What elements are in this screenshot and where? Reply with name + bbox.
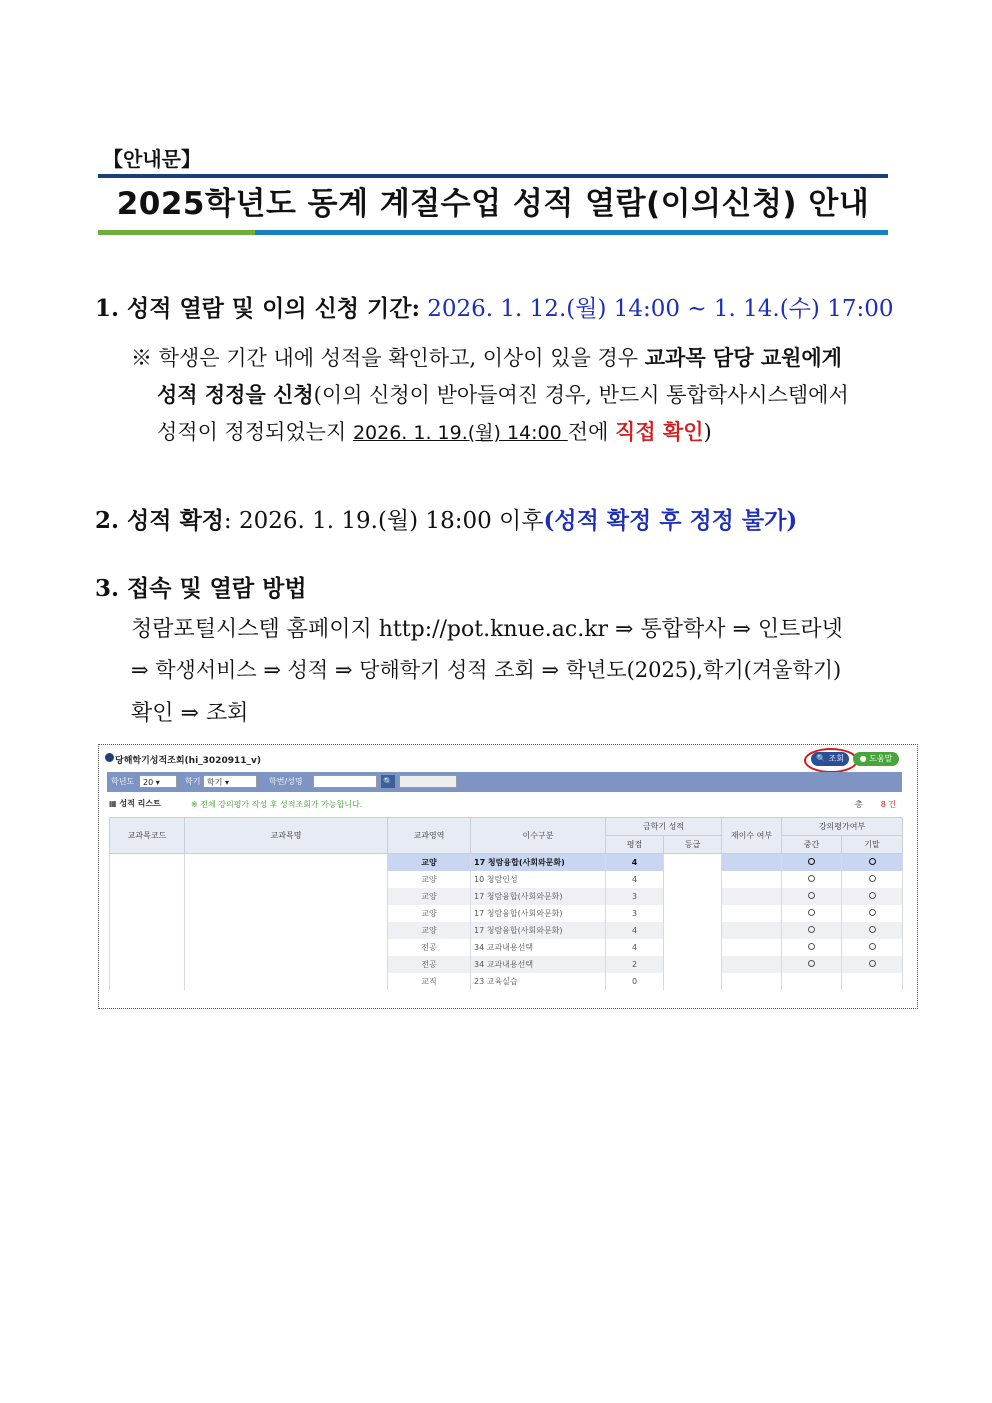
section2-value: : 2026. 1. 19.(월) 18:00 이후	[223, 508, 544, 534]
section3-line1: 청람포털시스템 홈페이지 http://pot.knue.ac.kr ⇒ 통합학사 ⇒ 인트라넷	[131, 617, 843, 642]
cell-retake	[722, 956, 782, 973]
term-value: 학기	[207, 778, 223, 787]
cell-name	[185, 922, 388, 939]
section3-line3: 확인 ⇒ 조회	[131, 701, 249, 726]
table-row[interactable]	[110, 905, 903, 922]
cell-area: 교양	[388, 905, 471, 922]
list-title: ▦ 성적 리스트	[109, 799, 161, 808]
window-title: 당해학기성적조회(hi_3020911_v)	[115, 756, 261, 766]
table-row[interactable]	[110, 956, 903, 973]
cell-retake	[722, 871, 782, 888]
cell-area: 교직	[388, 973, 471, 990]
cell-rank	[664, 854, 722, 872]
cell-retake	[722, 973, 782, 990]
cell-mid	[782, 854, 842, 872]
window-bullet-icon	[105, 753, 114, 762]
cell-final	[842, 922, 903, 939]
title-bottom-rule	[98, 230, 888, 235]
cell-final	[842, 871, 903, 888]
notice-tag: 【안내문】	[103, 147, 201, 171]
section1-heading	[95, 290, 894, 323]
cell-mid	[782, 871, 842, 888]
circle-mark-icon	[808, 858, 815, 865]
note-text-d: (이의 신청이 받아들여진 경우, 반드시 통합학사시스템에서	[313, 383, 849, 407]
cell-retake	[722, 888, 782, 905]
section3-heading: 3. 접속 및 열람 방법	[95, 575, 307, 602]
note-deadline: 2026. 1. 19.(월) 14:00	[352, 422, 568, 444]
cell-code	[110, 888, 185, 905]
section1-label: 1. 성적 열람 및 이의 신청 기간:	[95, 295, 420, 322]
note-text-i: )	[703, 420, 712, 444]
circle-mark-icon	[808, 926, 815, 933]
cell-category: 23 교육실습	[471, 973, 606, 990]
table-row[interactable]	[110, 854, 903, 872]
cell-code	[110, 905, 185, 922]
cell-code	[110, 854, 185, 872]
cell-mid	[782, 956, 842, 973]
term-label: 학기	[185, 777, 201, 786]
note-text-g: 전에	[567, 420, 616, 444]
cell-retake	[722, 905, 782, 922]
cell-rank	[664, 871, 722, 888]
help-button[interactable]: ● 도움말	[853, 752, 899, 766]
section2-warning: (성적 확정 후 정정 불가)	[543, 507, 798, 534]
cell-code	[110, 922, 185, 939]
cell-code	[110, 871, 185, 888]
cell-score: 4	[606, 922, 664, 939]
screenshot-header	[99, 745, 917, 769]
grade-inquiry-screenshot	[98, 744, 918, 1009]
col-grade-group: 금학기 성적	[606, 818, 722, 836]
section3-line2: ⇒ 학생서비스 ⇒ 성적 ⇒ 당해학기 성적 조회 ⇒ 학년도(2025),학기(겨울학기)	[131, 658, 842, 682]
section2-label: 2. 성적 확정	[95, 507, 224, 534]
student-id-input[interactable]	[313, 775, 377, 788]
cell-name	[185, 905, 388, 922]
cell-final	[842, 854, 903, 872]
cell-final	[842, 956, 903, 973]
cell-final	[842, 905, 903, 922]
circle-mark-icon	[869, 858, 876, 865]
cell-mid	[782, 888, 842, 905]
year-label: 학년도	[111, 777, 135, 786]
record-count	[855, 799, 896, 810]
cell-retake	[722, 939, 782, 956]
cell-score: 3	[606, 905, 664, 922]
cell-score: 2	[606, 956, 664, 973]
note-text-a: ※ 학생은 기간 내에 성적을 확인하고, 이상이 있을 경우	[131, 346, 645, 370]
table-row[interactable]	[110, 922, 903, 939]
col-name: 교과목명	[185, 818, 388, 854]
section1-note-line2	[157, 379, 849, 409]
cell-rank	[664, 956, 722, 973]
cell-final	[842, 973, 903, 990]
cell-final	[842, 888, 903, 905]
cell-name	[185, 956, 388, 973]
student-search-icon[interactable]: 🔍	[381, 775, 395, 788]
circle-mark-icon	[869, 960, 876, 967]
cell-score: 4	[606, 939, 664, 956]
cell-score: 4	[606, 854, 664, 872]
circle-mark-icon	[869, 892, 876, 899]
col-score: 평점	[606, 836, 664, 854]
section1-period: 2026. 1. 12.(월) 14:00 ~ 1. 14.(수) 17:00	[427, 296, 894, 322]
cell-mid	[782, 922, 842, 939]
note-text-e: 성적이 정정되었는지	[157, 420, 353, 444]
cell-score: 4	[606, 871, 664, 888]
section2-heading	[95, 502, 797, 535]
page-title: 2025학년도 동계 계절수업 성적 열람(이의신청) 안내	[116, 186, 870, 222]
cell-mid	[782, 905, 842, 922]
cell-category: 17 청람융합(사회와문화)	[471, 922, 606, 939]
student-name-field	[399, 775, 457, 788]
circle-mark-icon	[869, 926, 876, 933]
cell-area: 전공	[388, 956, 471, 973]
title-top-rule	[98, 174, 888, 178]
cell-rank	[664, 939, 722, 956]
table-row[interactable]	[110, 939, 903, 956]
table-row[interactable]	[110, 871, 903, 888]
count-value: 8 건	[880, 800, 897, 809]
table-row[interactable]	[110, 888, 903, 905]
cell-retake	[722, 854, 782, 872]
col-area: 교과영역	[388, 818, 471, 854]
grade-table	[109, 817, 903, 990]
section1-note-line1	[131, 342, 842, 372]
col-mid: 중간	[782, 836, 842, 854]
cell-rank	[664, 922, 722, 939]
section1-note-line3	[157, 416, 712, 446]
cell-category: 10 청람인성	[471, 871, 606, 888]
circle-mark-icon	[869, 875, 876, 882]
circle-mark-icon	[869, 909, 876, 916]
circle-mark-icon	[869, 943, 876, 950]
circle-mark-icon	[808, 943, 815, 950]
cell-code	[110, 939, 185, 956]
col-category: 이수구분	[471, 818, 606, 854]
cell-score: 3	[606, 888, 664, 905]
note-text-c: 성적 정정을 신청	[157, 383, 314, 407]
cell-rank	[664, 888, 722, 905]
col-retake: 재이수 여부	[722, 818, 782, 854]
cell-retake	[722, 922, 782, 939]
search-button-label: 조회	[828, 754, 844, 763]
col-code: 교과목코드	[110, 818, 185, 854]
cell-mid	[782, 973, 842, 990]
col-eval-group: 강의평가여부	[782, 818, 903, 836]
student-id-label: 학번/성명	[269, 777, 303, 786]
note-check-directly: 직접 확인	[615, 420, 704, 444]
cell-name	[185, 888, 388, 905]
filter-bar	[107, 772, 902, 792]
circle-mark-icon	[808, 960, 815, 967]
circle-mark-icon	[808, 909, 815, 916]
cell-category: 17 청람융합(사회와문화)	[471, 854, 606, 872]
cell-name	[185, 854, 388, 872]
cell-area: 교양	[388, 854, 471, 872]
cell-category: 17 청람융합(사회와문화)	[471, 888, 606, 905]
col-final: 기말	[842, 836, 903, 854]
cell-code	[110, 973, 185, 990]
table-row[interactable]	[110, 973, 903, 990]
cell-area: 교양	[388, 888, 471, 905]
year-select[interactable]: 20 ▾	[139, 775, 177, 788]
circle-mark-icon	[808, 875, 815, 882]
cell-name	[185, 871, 388, 888]
evaluation-notice: ※ 전체 강의평가 작성 후 성적조회가 가능합니다.	[191, 800, 363, 809]
cell-category: 34 교과내용선택	[471, 939, 606, 956]
grade-rows	[110, 854, 903, 991]
cell-score: 0	[606, 973, 664, 990]
count-label: 총	[855, 800, 863, 809]
cell-name	[185, 939, 388, 956]
help-button-label: 도움말	[869, 754, 893, 763]
cell-area: 전공	[388, 939, 471, 956]
circle-mark-icon	[808, 892, 815, 899]
cell-mid	[782, 939, 842, 956]
note-text-b: 교과목 담당 교원에게	[644, 346, 842, 370]
term-select[interactable]: 학기 ▾	[203, 775, 257, 788]
cell-final	[842, 939, 903, 956]
cell-area: 교양	[388, 922, 471, 939]
cell-area: 교양	[388, 871, 471, 888]
search-button[interactable]: 🔍 조회	[811, 752, 849, 766]
cell-code	[110, 956, 185, 973]
cell-name	[185, 973, 388, 990]
year-value: 20	[143, 778, 154, 787]
cell-category: 17 청람융합(사회와문화)	[471, 905, 606, 922]
col-rank: 등급	[664, 836, 722, 854]
cell-rank	[664, 905, 722, 922]
cell-rank	[664, 973, 722, 990]
cell-category: 34 교과내용선택	[471, 956, 606, 973]
highlight-ring	[804, 748, 858, 773]
list-title-text: 성적 리스트	[119, 799, 161, 808]
